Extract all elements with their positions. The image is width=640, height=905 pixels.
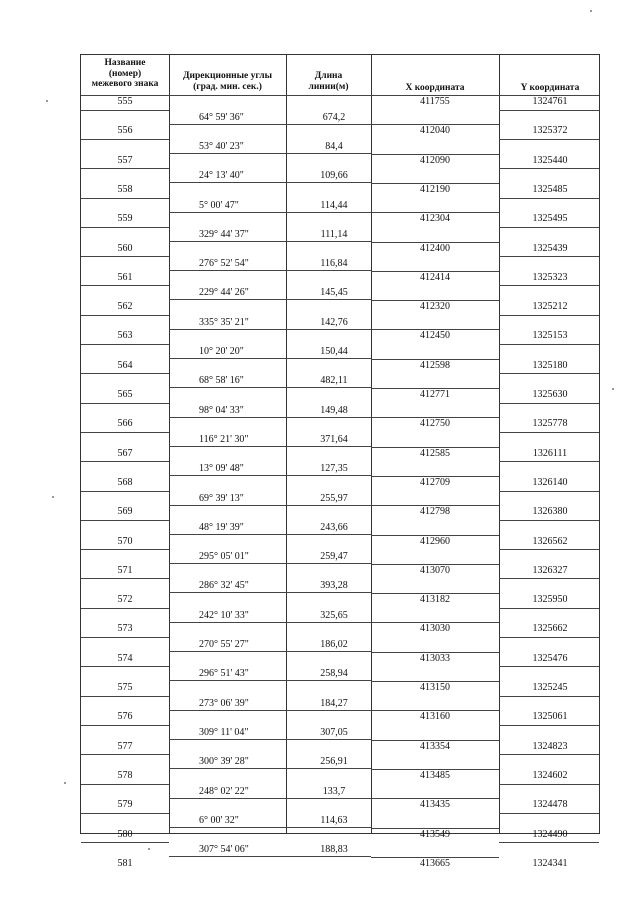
point-name: 571 xyxy=(117,564,133,576)
row-line xyxy=(169,680,371,681)
row-line xyxy=(81,520,169,521)
row-line xyxy=(81,168,169,169)
row-line xyxy=(81,432,169,433)
row-line xyxy=(81,256,169,257)
point-y: 1325440 xyxy=(532,154,568,166)
row-line xyxy=(81,637,169,638)
row-line xyxy=(169,124,371,125)
point-x: 412040 xyxy=(420,125,450,137)
segment-length: 114,44 xyxy=(320,199,348,211)
row-line xyxy=(499,696,599,697)
segment-length: 84,4 xyxy=(325,140,343,152)
segment-angle: 270° 55' 27" xyxy=(199,639,249,651)
point-name: 577 xyxy=(117,740,133,752)
segment-angle: 6° 00' 32" xyxy=(199,814,239,826)
point-y: 1326380 xyxy=(532,506,568,518)
point-name: 564 xyxy=(117,359,133,371)
point-y: 1325778 xyxy=(532,418,568,430)
point-name: 569 xyxy=(117,506,133,518)
row-line xyxy=(169,505,371,506)
row-line xyxy=(169,212,371,213)
segment-angle: 64° 59' 36" xyxy=(199,111,244,123)
segment-length: 186,02 xyxy=(320,639,348,651)
point-x: 412585 xyxy=(420,447,450,459)
row-line xyxy=(81,227,169,228)
point-x: 413070 xyxy=(420,564,450,576)
header-length: Длина линии(м) xyxy=(308,71,349,92)
point-x: 412598 xyxy=(420,359,450,371)
row-line xyxy=(499,608,599,609)
row-line xyxy=(499,578,599,579)
point-x: 412320 xyxy=(420,301,450,313)
row-line xyxy=(169,475,371,476)
scan-speck xyxy=(148,848,150,850)
point-x: 412798 xyxy=(420,506,450,518)
point-x: 412450 xyxy=(420,330,450,342)
point-x: 412414 xyxy=(420,271,450,283)
point-name: 568 xyxy=(117,476,133,488)
point-y: 1325662 xyxy=(532,623,568,635)
point-y: 1325245 xyxy=(532,682,568,693)
point-name: 566 xyxy=(117,418,133,430)
column-divider xyxy=(169,55,170,833)
segment-angle: 116° 21' 30" xyxy=(199,433,249,445)
row-line xyxy=(81,784,169,785)
segment-length: 142,76 xyxy=(320,316,348,328)
point-y: 1324341 xyxy=(532,857,568,869)
row-line xyxy=(499,344,599,345)
row-line xyxy=(169,241,371,242)
scan-speck xyxy=(590,10,592,12)
segment-length: 150,44 xyxy=(320,346,348,358)
point-name: 574 xyxy=(117,652,133,664)
segment-length: 114,63 xyxy=(320,814,348,826)
scan-speck xyxy=(612,388,614,390)
segment-angle: 329° 44' 37" xyxy=(199,228,249,240)
header-angle: Дирекционные углы (град. мин. сек.) xyxy=(183,71,272,92)
row-line xyxy=(81,110,169,111)
segment-length: 255,97 xyxy=(320,492,348,504)
row-line xyxy=(169,153,371,154)
segment-length: 325,65 xyxy=(320,609,348,621)
row-line xyxy=(499,373,599,374)
point-name: 570 xyxy=(117,535,133,547)
row-line xyxy=(169,182,371,183)
point-x: 413150 xyxy=(420,682,450,693)
segment-angle: 248° 02' 22" xyxy=(199,785,249,797)
row-line xyxy=(169,739,371,740)
point-name: 580 xyxy=(117,828,133,840)
point-x: 413182 xyxy=(420,594,450,606)
segment-length: 371,64 xyxy=(320,433,348,445)
row-line xyxy=(169,856,371,857)
point-y: 1325950 xyxy=(532,594,568,606)
point-x: 412709 xyxy=(420,476,450,488)
row-line xyxy=(81,813,169,814)
row-line xyxy=(169,329,371,330)
point-x: 412960 xyxy=(420,535,450,547)
segment-angle: 309° 11' 04" xyxy=(199,726,249,738)
point-y: 1324761 xyxy=(532,96,568,107)
point-name: 573 xyxy=(117,623,133,635)
point-y: 1326327 xyxy=(532,564,568,576)
row-line xyxy=(169,710,371,711)
point-x: 413033 xyxy=(420,652,450,664)
point-y: 1325372 xyxy=(532,125,568,137)
point-name: 563 xyxy=(117,330,133,342)
row-line xyxy=(499,725,599,726)
segment-angle: 68° 58' 16" xyxy=(199,375,244,387)
segment-angle: 242° 10' 33" xyxy=(199,609,249,621)
row-line xyxy=(169,534,371,535)
segment-length: 258,94 xyxy=(320,668,348,680)
header-x: X координата xyxy=(405,83,465,93)
segment-angle: 276° 52' 54" xyxy=(199,258,249,270)
point-y: 1325439 xyxy=(532,242,568,254)
row-line xyxy=(499,403,599,404)
column-divider xyxy=(286,55,287,833)
point-x: 412771 xyxy=(420,389,450,400)
point-name: 560 xyxy=(117,242,133,254)
row-line xyxy=(169,270,371,271)
segment-angle: 286° 32' 45" xyxy=(199,580,249,592)
point-y: 1326111 xyxy=(532,447,568,459)
row-line xyxy=(169,417,371,418)
point-name: 557 xyxy=(117,154,133,166)
point-x: 412304 xyxy=(420,213,450,225)
point-x: 412090 xyxy=(420,154,450,166)
point-name: 556 xyxy=(117,125,133,137)
row-line xyxy=(169,563,371,564)
point-x: 412190 xyxy=(420,183,450,195)
row-line xyxy=(81,285,169,286)
row-line xyxy=(81,696,169,697)
point-y: 1325495 xyxy=(532,213,568,225)
row-line xyxy=(169,358,371,359)
segment-length: 243,66 xyxy=(320,521,348,533)
row-line xyxy=(499,520,599,521)
point-name: 559 xyxy=(117,213,133,225)
row-line xyxy=(499,315,599,316)
segment-angle: 5° 00' 47" xyxy=(199,199,239,211)
point-y: 1324823 xyxy=(532,740,568,752)
header-name: Название (номер) межевого знака xyxy=(91,58,159,89)
row-line xyxy=(499,256,599,257)
row-line xyxy=(169,592,371,593)
segment-length: 116,84 xyxy=(320,258,348,270)
segment-length: 674,2 xyxy=(322,111,346,123)
row-line xyxy=(81,198,169,199)
row-line xyxy=(499,168,599,169)
segment-length: 133,7 xyxy=(322,785,346,797)
segment-length: 188,83 xyxy=(320,844,348,856)
segment-length: 307,05 xyxy=(320,726,348,738)
row-line xyxy=(499,110,599,111)
point-y: 1325153 xyxy=(532,330,568,342)
row-line xyxy=(169,446,371,447)
segment-length: 256,91 xyxy=(320,756,348,768)
scan-speck xyxy=(46,100,48,102)
row-line xyxy=(499,637,599,638)
segment-angle: 273° 06' 39" xyxy=(199,697,249,709)
point-x: 413354 xyxy=(420,740,450,752)
point-y: 1325485 xyxy=(532,183,568,195)
point-y: 1324490 xyxy=(532,828,568,840)
segment-angle: 307° 54' 06" xyxy=(199,844,249,856)
row-line xyxy=(499,784,599,785)
row-line xyxy=(81,666,169,667)
point-x: 413435 xyxy=(420,799,450,811)
point-y: 1325323 xyxy=(532,271,568,283)
row-line xyxy=(499,754,599,755)
point-name: 576 xyxy=(117,711,133,723)
header-y: Y координата xyxy=(520,83,580,93)
row-line xyxy=(81,725,169,726)
segment-angle: 69° 39' 13" xyxy=(199,492,244,504)
segment-angle: 335° 35' 21" xyxy=(199,316,249,328)
row-line xyxy=(499,842,599,843)
point-x: 412750 xyxy=(420,418,450,430)
point-x: 413665 xyxy=(420,857,450,869)
segment-length: 145,45 xyxy=(320,287,348,299)
segment-length: 393,28 xyxy=(320,580,348,592)
row-line xyxy=(499,139,599,140)
point-name: 567 xyxy=(117,447,133,459)
row-line xyxy=(499,285,599,286)
row-line xyxy=(81,139,169,140)
row-line xyxy=(169,827,371,828)
point-name: 581 xyxy=(117,857,133,869)
point-x: 413485 xyxy=(420,769,450,781)
row-line xyxy=(81,491,169,492)
segment-angle: 53° 40' 23" xyxy=(199,140,244,152)
segment-length: 184,27 xyxy=(320,697,348,709)
row-line xyxy=(499,491,599,492)
point-x: 413030 xyxy=(420,623,450,635)
row-line xyxy=(499,461,599,462)
point-y: 1325061 xyxy=(532,711,568,723)
point-name: 575 xyxy=(117,682,133,693)
row-line xyxy=(169,798,371,799)
point-y: 1324478 xyxy=(532,799,568,811)
segment-length: 109,66 xyxy=(320,170,348,182)
row-line xyxy=(169,387,371,388)
point-name: 578 xyxy=(117,769,133,781)
segment-length: 259,47 xyxy=(320,551,348,563)
point-x: 413160 xyxy=(420,711,450,723)
segment-angle: 10° 20' 20" xyxy=(199,346,244,358)
point-y: 1326562 xyxy=(532,535,568,547)
segment-angle: 300° 39' 28" xyxy=(199,756,249,768)
segment-length: 127,35 xyxy=(320,463,348,475)
row-line xyxy=(81,403,169,404)
point-y: 1325212 xyxy=(532,301,568,313)
point-name: 562 xyxy=(117,301,133,313)
point-name: 565 xyxy=(117,389,133,400)
point-x: 413549 xyxy=(420,828,450,840)
segment-angle: 229° 44' 26" xyxy=(199,287,249,299)
row-line xyxy=(81,461,169,462)
row-line xyxy=(499,198,599,199)
row-line xyxy=(81,373,169,374)
point-y: 1325630 xyxy=(532,389,568,400)
row-line xyxy=(169,299,371,300)
row-line xyxy=(499,813,599,814)
row-line xyxy=(81,754,169,755)
row-line xyxy=(169,622,371,623)
row-line xyxy=(81,549,169,550)
point-name: 561 xyxy=(117,271,133,283)
scan-speck xyxy=(64,782,66,784)
point-name: 555 xyxy=(117,96,133,107)
point-y: 1324602 xyxy=(532,769,568,781)
row-line xyxy=(499,432,599,433)
segment-length: 149,48 xyxy=(320,404,348,416)
point-name: 572 xyxy=(117,594,133,606)
point-x: 412400 xyxy=(420,242,450,254)
row-line xyxy=(499,666,599,667)
row-line xyxy=(81,578,169,579)
point-name: 558 xyxy=(117,183,133,195)
point-name: 579 xyxy=(117,799,133,811)
segment-angle: 296° 51' 43" xyxy=(199,668,249,680)
point-y: 1326140 xyxy=(532,476,568,488)
segment-length: 111,14 xyxy=(320,228,348,240)
row-line xyxy=(81,608,169,609)
row-line xyxy=(81,344,169,345)
row-line xyxy=(169,768,371,769)
row-line xyxy=(499,227,599,228)
segment-angle: 98° 04' 33" xyxy=(199,404,244,416)
row-line xyxy=(81,842,169,843)
segment-length: 482,11 xyxy=(320,375,348,387)
row-line xyxy=(169,651,371,652)
point-y: 1325180 xyxy=(532,359,568,371)
segment-angle: 13° 09' 48" xyxy=(199,463,244,475)
scan-speck xyxy=(52,496,54,498)
point-x: 411755 xyxy=(420,96,450,107)
point-y: 1325476 xyxy=(532,652,568,664)
segment-angle: 48° 19' 39" xyxy=(199,521,244,533)
row-line xyxy=(81,315,169,316)
row-line xyxy=(499,549,599,550)
coordinates-table xyxy=(80,54,600,869)
segment-angle: 295° 05' 01" xyxy=(199,551,249,563)
segment-angle: 24° 13' 40" xyxy=(199,170,244,182)
